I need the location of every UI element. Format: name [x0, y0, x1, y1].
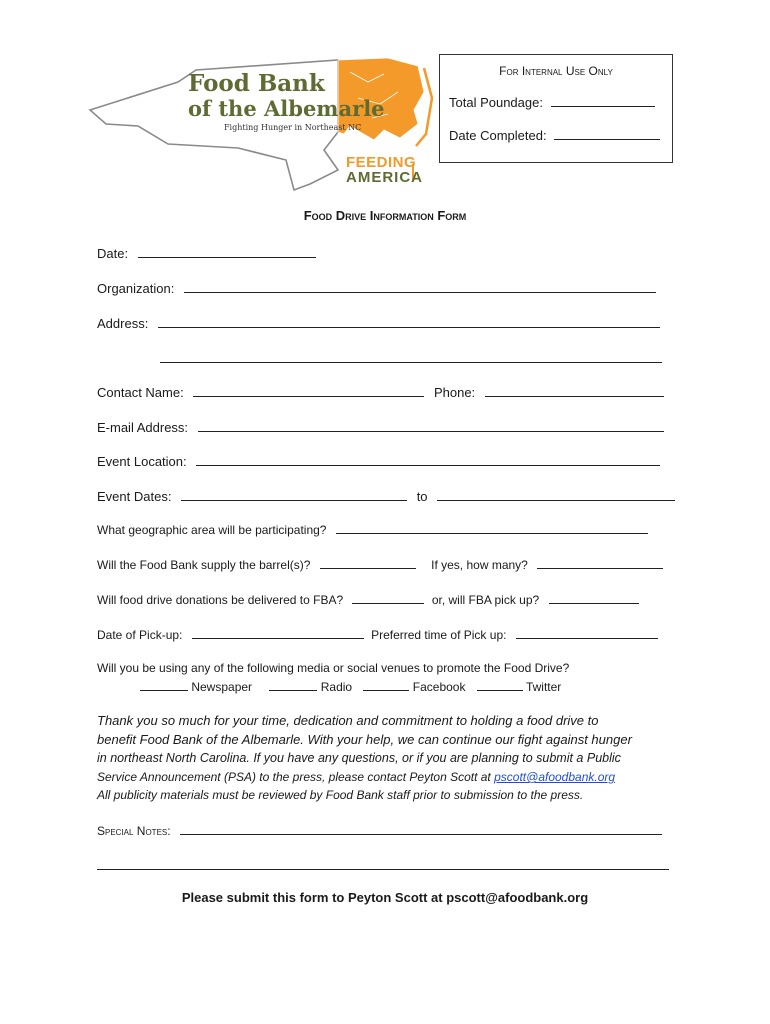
total-poundage-input[interactable]	[551, 94, 655, 107]
to-label: to	[416, 489, 428, 504]
facebook-checkbox-line[interactable]	[363, 678, 409, 691]
submit-instructions: Please submit this form to Peyton Scott at pscott@afoodbank.org	[181, 890, 589, 905]
date-completed-field	[449, 127, 660, 143]
feeding-america-logo	[346, 155, 423, 185]
date-completed-label: Date Completed:	[449, 128, 547, 143]
address-row	[97, 315, 660, 331]
how-many-input[interactable]	[537, 556, 663, 569]
organization-label: Organization:	[97, 281, 175, 296]
barrels-input[interactable]	[320, 556, 416, 569]
contact-name-label: Contact Name:	[97, 385, 184, 400]
contact-name-input[interactable]	[193, 384, 424, 397]
geo-area-label: What geographic area will be participating?	[97, 523, 327, 537]
special-notes-label: Special Notes:	[97, 824, 171, 838]
newspaper-checkbox-line[interactable]	[140, 678, 188, 691]
barrels-row	[97, 556, 663, 572]
organization-row	[97, 280, 656, 296]
geo-area-input[interactable]	[336, 521, 648, 534]
media-option-twitter: Twitter	[525, 680, 562, 694]
food-bank-logo	[88, 52, 433, 192]
delivery-row	[97, 591, 639, 607]
form-title: Food Drive Information Form	[303, 208, 467, 223]
delivered-label: Will food drive donations be delivered to FBA?	[97, 593, 344, 607]
contact-row	[97, 384, 664, 400]
organization-input[interactable]	[184, 280, 656, 293]
pickup-time-label: Preferred time of Pick up:	[371, 628, 507, 642]
email-input[interactable]	[198, 419, 664, 432]
logo-title-line2: of the Albemarle	[188, 96, 385, 121]
thanks-line-5: All publicity materials must be reviewed by Food Bank staff prior to submission to the press.	[97, 788, 584, 802]
total-poundage-label: Total Poundage:	[449, 95, 543, 110]
thanks-paragraph	[97, 711, 677, 804]
thanks-line-3: in northeast North Carolina. If you have any questions, or if you are planning to submit a Public	[97, 751, 621, 765]
total-poundage-field	[449, 94, 655, 110]
event-location-input[interactable]	[196, 453, 660, 466]
address-input-line2[interactable]	[160, 350, 662, 363]
media-option-newspaper: Newspaper	[191, 680, 253, 694]
event-location-label: Event Location:	[97, 454, 187, 469]
thanks-line-4	[97, 768, 677, 786]
address-input-line1[interactable]	[158, 315, 660, 328]
event-location-row	[97, 453, 660, 469]
date-row	[97, 245, 316, 261]
pickup-label: or, will FBA pick up?	[431, 593, 540, 607]
event-dates-row	[97, 488, 675, 504]
media-question: Will you be using any of the following media or social venues to promote the Food Drive?	[97, 661, 570, 675]
geo-area-row	[97, 521, 648, 537]
contact-email-link[interactable]: pscott@afoodbank.org	[494, 770, 616, 784]
internal-use-box	[439, 54, 673, 163]
media-options	[140, 678, 561, 694]
event-date-start-input[interactable]	[181, 488, 407, 501]
date-completed-input[interactable]	[554, 127, 660, 140]
date-input[interactable]	[138, 245, 316, 258]
how-many-label: If yes, how many?	[431, 558, 528, 572]
internal-use-header: For Internal Use Only	[499, 64, 613, 78]
logo-title-line1: Food Bank	[188, 70, 325, 97]
event-dates-label: Event Dates:	[97, 489, 172, 504]
pickup-date-row	[97, 626, 658, 642]
email-label: E-mail Address:	[97, 420, 189, 435]
address-label: Address:	[97, 316, 149, 331]
pickup-date-label: Date of Pick-up:	[97, 628, 183, 642]
media-option-facebook: Facebook	[412, 680, 466, 694]
logo-tagline: Fighting Hunger in Northeast NC	[224, 123, 362, 132]
pickup-time-input[interactable]	[516, 626, 658, 639]
pickup-input[interactable]	[549, 591, 639, 604]
radio-checkbox-line[interactable]	[269, 678, 317, 691]
america-wordmark: AMERICA	[346, 169, 423, 186]
event-date-end-input[interactable]	[437, 488, 675, 501]
feeding-wordmark: FEEDING	[346, 154, 417, 171]
special-notes-input-line1[interactable]	[180, 822, 662, 835]
delivered-input[interactable]	[352, 591, 424, 604]
special-notes-row	[97, 822, 662, 838]
email-row	[97, 419, 664, 435]
phone-input[interactable]	[485, 384, 664, 397]
thanks-line-2: benefit Food Bank of the Albemarle. With your help, we can continue our fight against hunger	[97, 732, 632, 747]
thanks-line-1: Thank you so much for your time, dedication and commitment to holding a food drive to	[97, 713, 599, 728]
phone-label: Phone:	[433, 385, 476, 400]
pickup-date-input[interactable]	[192, 626, 364, 639]
special-notes-input-line2[interactable]	[97, 857, 669, 870]
date-label: Date:	[97, 246, 129, 261]
twitter-checkbox-line[interactable]	[477, 678, 523, 691]
barrels-label: Will the Food Bank supply the barrel(s)?	[97, 558, 311, 572]
thanks-line-4-text: Service Announcement (PSA) to the press, please contact Peyton Scott at	[97, 770, 491, 784]
media-option-radio: Radio	[320, 680, 353, 694]
